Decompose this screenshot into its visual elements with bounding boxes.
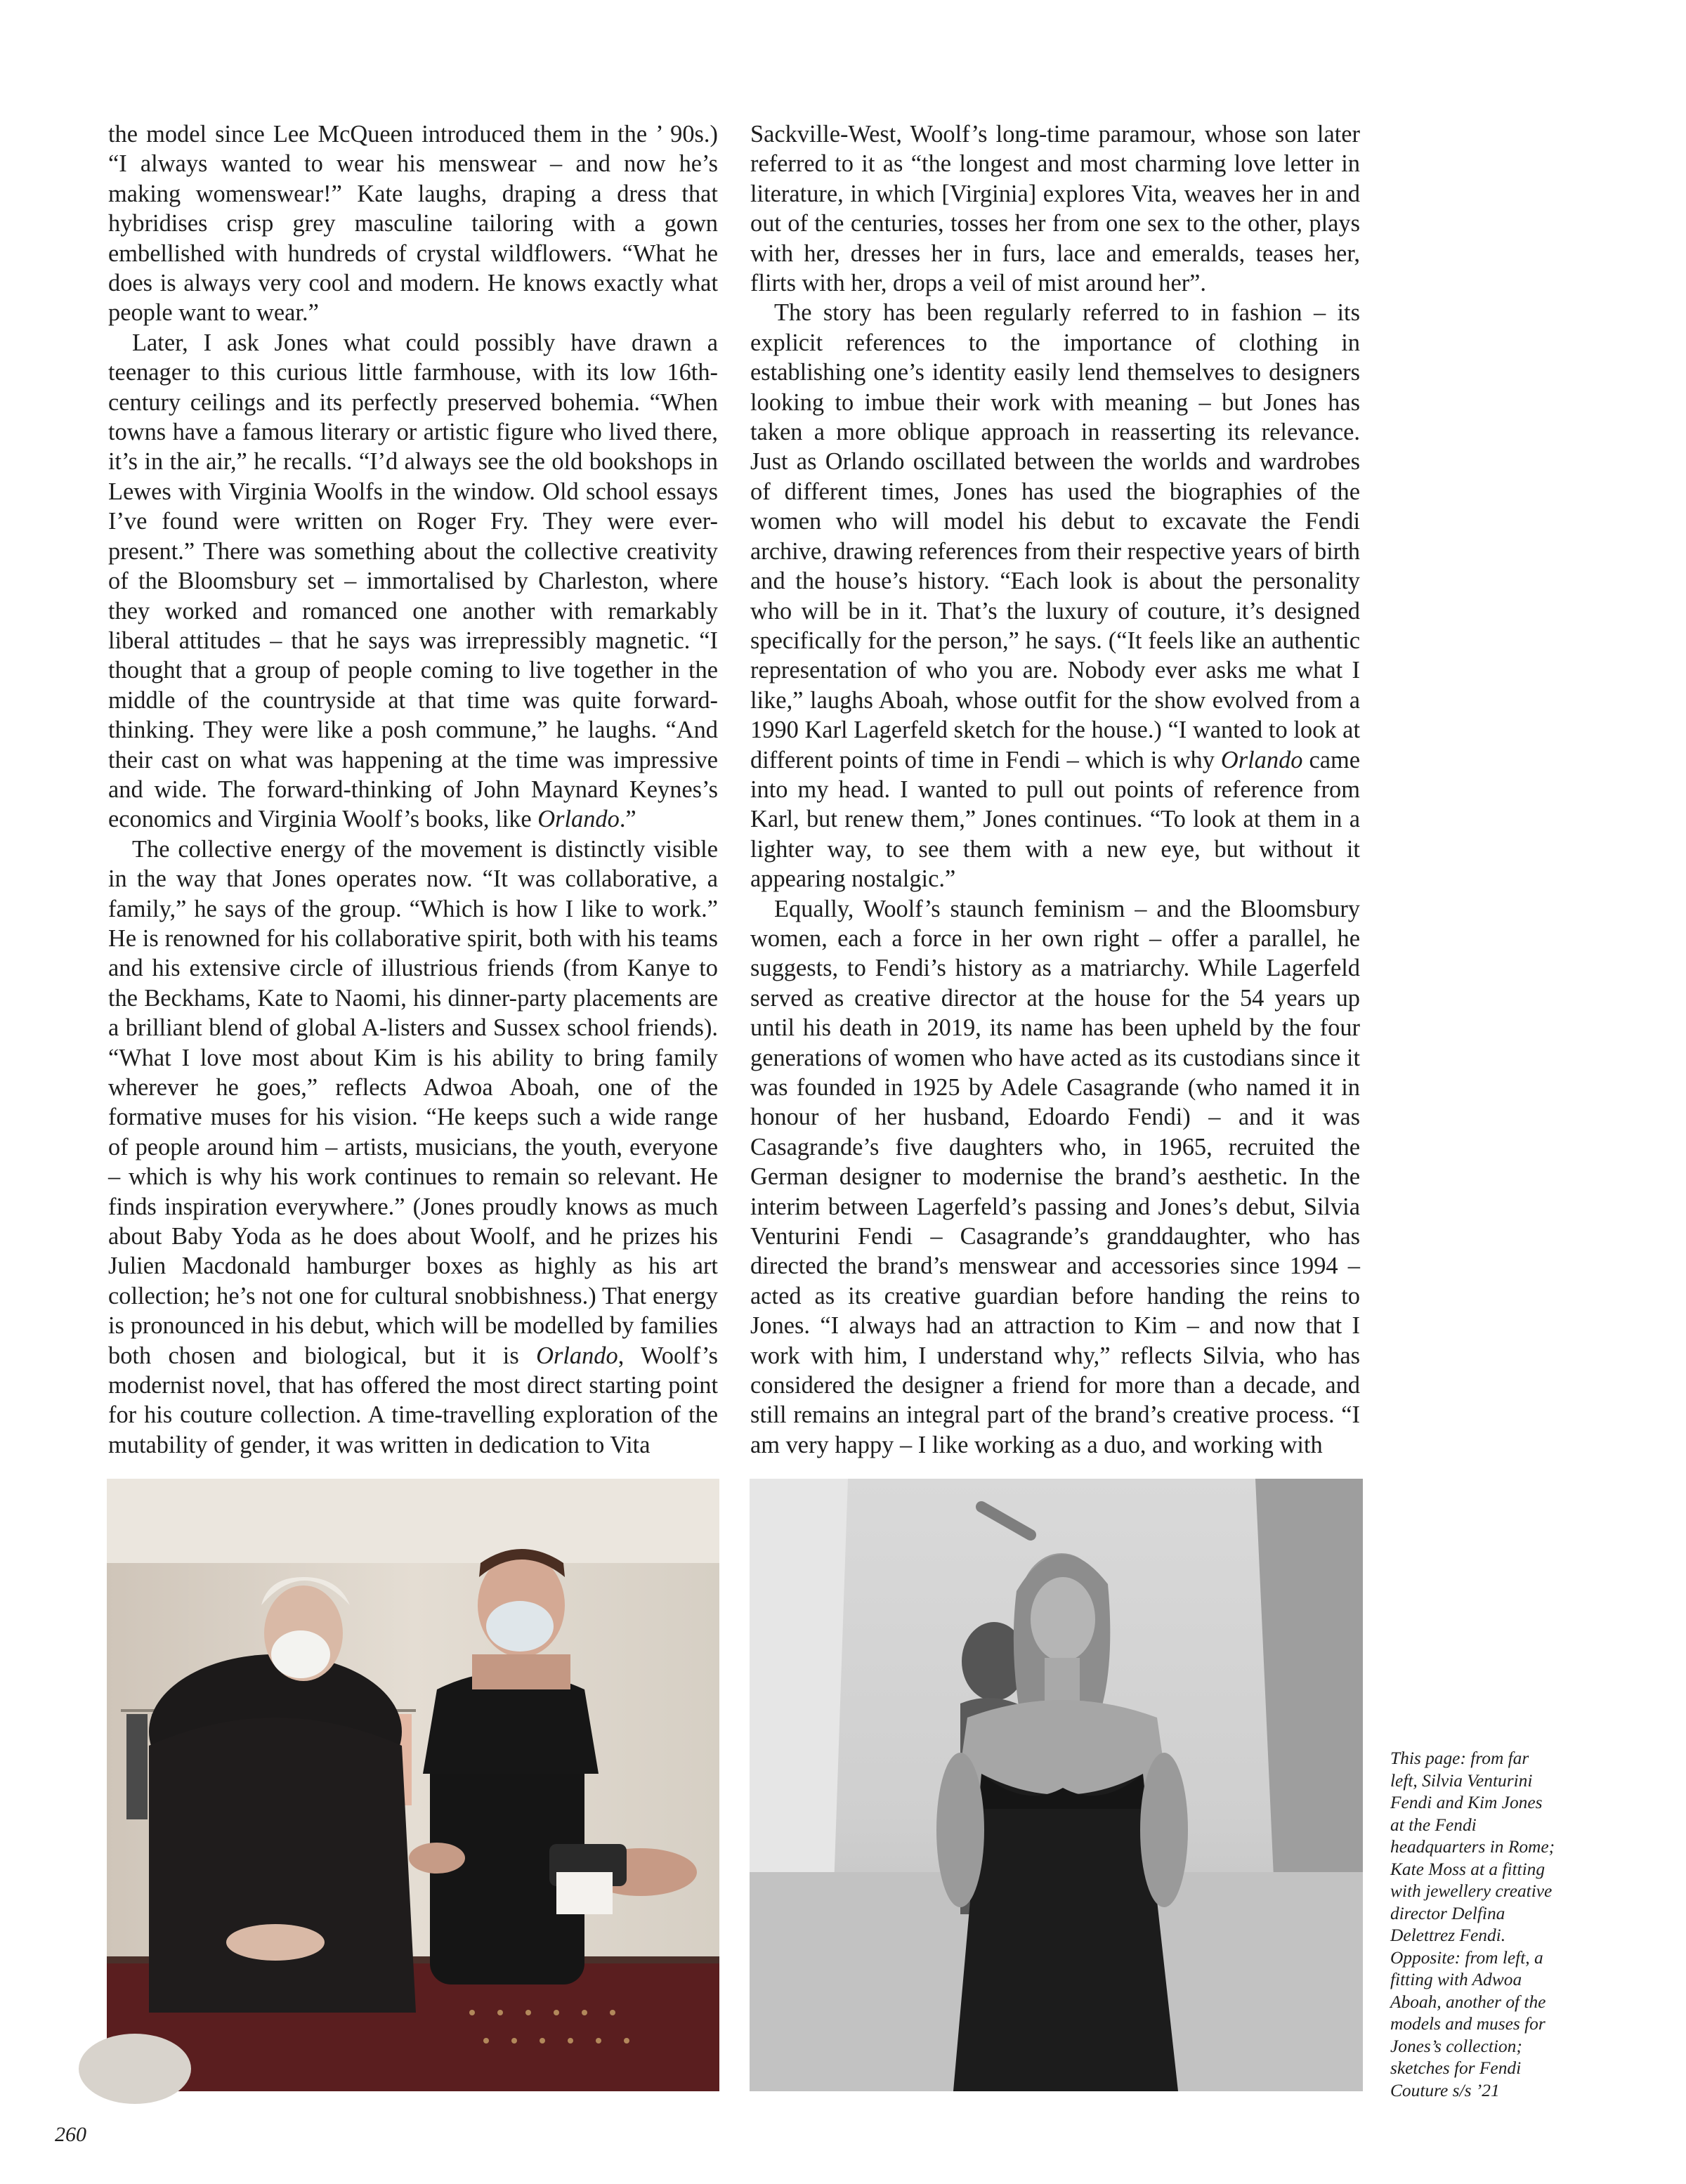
paragraph-text: , Woolf’s modernist novel, that has offered the most direct starting point for his couture collection. A time-travelling exploration of the mutability of gender, it was written in dedication to Vita	[108, 1342, 718, 1458]
book-title: Orlando	[536, 1342, 618, 1369]
paragraph-text: The story has been regularly referred to in fashion – its explicit references to the importance of clothing in establishing one’s identity easily lend themselves to designers looking to imbue their work with meaning – but Jones has taken a more oblique approach in reasserting its relevance. Just as Orlando oscillated between the worlds and wardrobes of different times, Jones has used the biographies of the women who will model his debut to excavate the Fendi archive, drawing references from their respective years of birth and the house’s history. “Each look is about the personality who will be in it. That’s the luxury of couture, it’s designed specifically for the person,” he says. (“It feels like an authentic representation of who you are. Nobody ever asks me what I like,” laughs Aboah, whose outfit for the show evolved from a 1990 Karl Lagerfeld sketch for the house.) “I wanted to look at different points of time in Fendi – which is why	[750, 299, 1360, 773]
body-paragraph	[750, 119, 1360, 298]
paragraph-text: Later, I ask Jones what could possibly have drawn a teenager to this curious little farmhouse, with its low 16th-century ceilings and its perfectly preserved bohemia. “When towns have a famous literary or artistic figure who lived there, it’s in the air,” he recalls. “I’d always see the old bookshops in Lewes with Virginia Woolfs in the window. Old school essays I’ve found were written on Roger Fry. They were ever-present.” There was something about the collective creativity of the Bloomsbury set – immortalised by Charleston, where they worked and romanced one another with remarkably liberal attitudes – that he says was irrepressibly magnetic. “I thought that a group of people coming to live together in the middle of the countryside at that time was quite forward-thinking. They were like a posh commune,” he laughs. “And their cast on what was happening at the time was impressive and wide. The forward-thinking of John Maynard Keynes’s economics and Virginia Woolf’s books, like	[108, 329, 718, 833]
paragraph-text: came into my head. I wanted to pull out points of reference from Karl, but renew them,” Jones continues. “To look at them in a lighter way, to see them with a new eye, but without it appearing nostalgic.”	[750, 746, 1360, 893]
paragraph-text: Sackville-West, Woolf’s long-time paramour, whose son later referred to it as “the longest and most charming love letter in literature, in which [Virginia] explores Vita, weaves her in and out of the centuries, tosses her from one sex to the other, plays with her, dresses her in furs, lace and emeralds, teases her, flirts with her, drops a veil of mist around her”.	[750, 121, 1360, 297]
body-paragraph	[750, 298, 1360, 894]
fitting-photo-color	[107, 1479, 719, 2091]
paragraph-text: Equally, Woolf’s staunch feminism – and the Bloomsbury women, each a force in her own right – offer a parallel, he suggests, to Fendi’s history as a matriarchy. While Lagerfeld served as creative director at the house for the 54 years up until his death in 2019, its name has been upheld by the four generations of women who have acted as its custodians since it was founded in 1925 by Adele Casagrande (who named it in honour of her husband, Edoardo Fendi) – and it was Casagrande’s five daughters who, in 1965, recruited the German designer to modernise the brand’s aesthetic. In the interim between Lagerfeld’s passing and Jones’s debut, Silvia Venturini Fendi – Casagrande’s granddaughter, who has directed the brand’s menswear and accessories since 1994 – acted as its creative guardian before handing the reins to Jones. “I always had an attraction to Kim – and now that I work with him, I understand why,” reflects Silvia, who has considered the designer a friend for more than a decade, and still remains an integral part of the brand’s creative process. “I am very happy – I like working as a duo, and working with	[750, 895, 1360, 1458]
paragraph-text: the model since Lee McQueen introduced them in the ’ 90s.) “I always wanted to wear his menswear – and now he’s making womenswear!” Kate laughs, draping a dress that hybridises crisp grey masculine tailoring with a gown embellished with hundreds of crystal wildflowers. “What he does is always very cool and modern. He knows exactly what people want to wear.”	[108, 121, 718, 327]
article-column-left	[108, 119, 718, 1458]
body-paragraph	[108, 119, 718, 328]
fitting-photo-bw	[750, 1479, 1363, 2091]
body-paragraph	[108, 835, 718, 1460]
page-number: 260	[55, 2123, 86, 2146]
body-paragraph	[750, 894, 1360, 1460]
book-title: Orlando	[537, 806, 620, 833]
photo-caption: This page: from far left, Silvia Venturini Fendi and Kim Jones at the Fendi headquarters in Rome; Kate Moss at a fitting with jewellery creative director Delfina Delettrez Fendi. Opposite: from left, a fitting with Adwoa Aboah, another of the models and muses for Jones’s collection; sketches for Fendi Couture s/s ’21	[1390, 1748, 1555, 2100]
article-column-right	[750, 119, 1360, 1458]
book-title: Orlando	[1220, 746, 1303, 773]
paragraph-text: .”	[619, 806, 636, 833]
paragraph-text: The collective energy of the movement is distinctly visible in the way that Jones operates now. “It was collaborative, a family,” he says of the group. “Which is how I like to work.” He is renowned for his collaborative spirit, both with his teams and his extensive circle of illustrious friends (from Kanye to the Beckhams, Kate to Naomi, his dinner-party placements are a brilliant blend of global A-listers and Sussex school friends). “What I love most about Kim is his ability to bring family wherever he goes,” reflects Adwoa Aboah, one of the formative muses for his vision. “He keeps such a wide range of people around him – artists, musicians, the youth, everyone – which is why his work continues to remain so relevant. He finds inspiration everywhere.” (Jones proudly knows as much about Baby Yoda as he does about Woolf, and he prizes his Julien Macdonald hamburger boxes as highly as his art collection; he’s not one for cultural snobbishness.) That energy is pronounced in his debut, which will be modelled by families both chosen and biological, but it is	[108, 835, 718, 1369]
body-paragraph	[108, 328, 718, 835]
